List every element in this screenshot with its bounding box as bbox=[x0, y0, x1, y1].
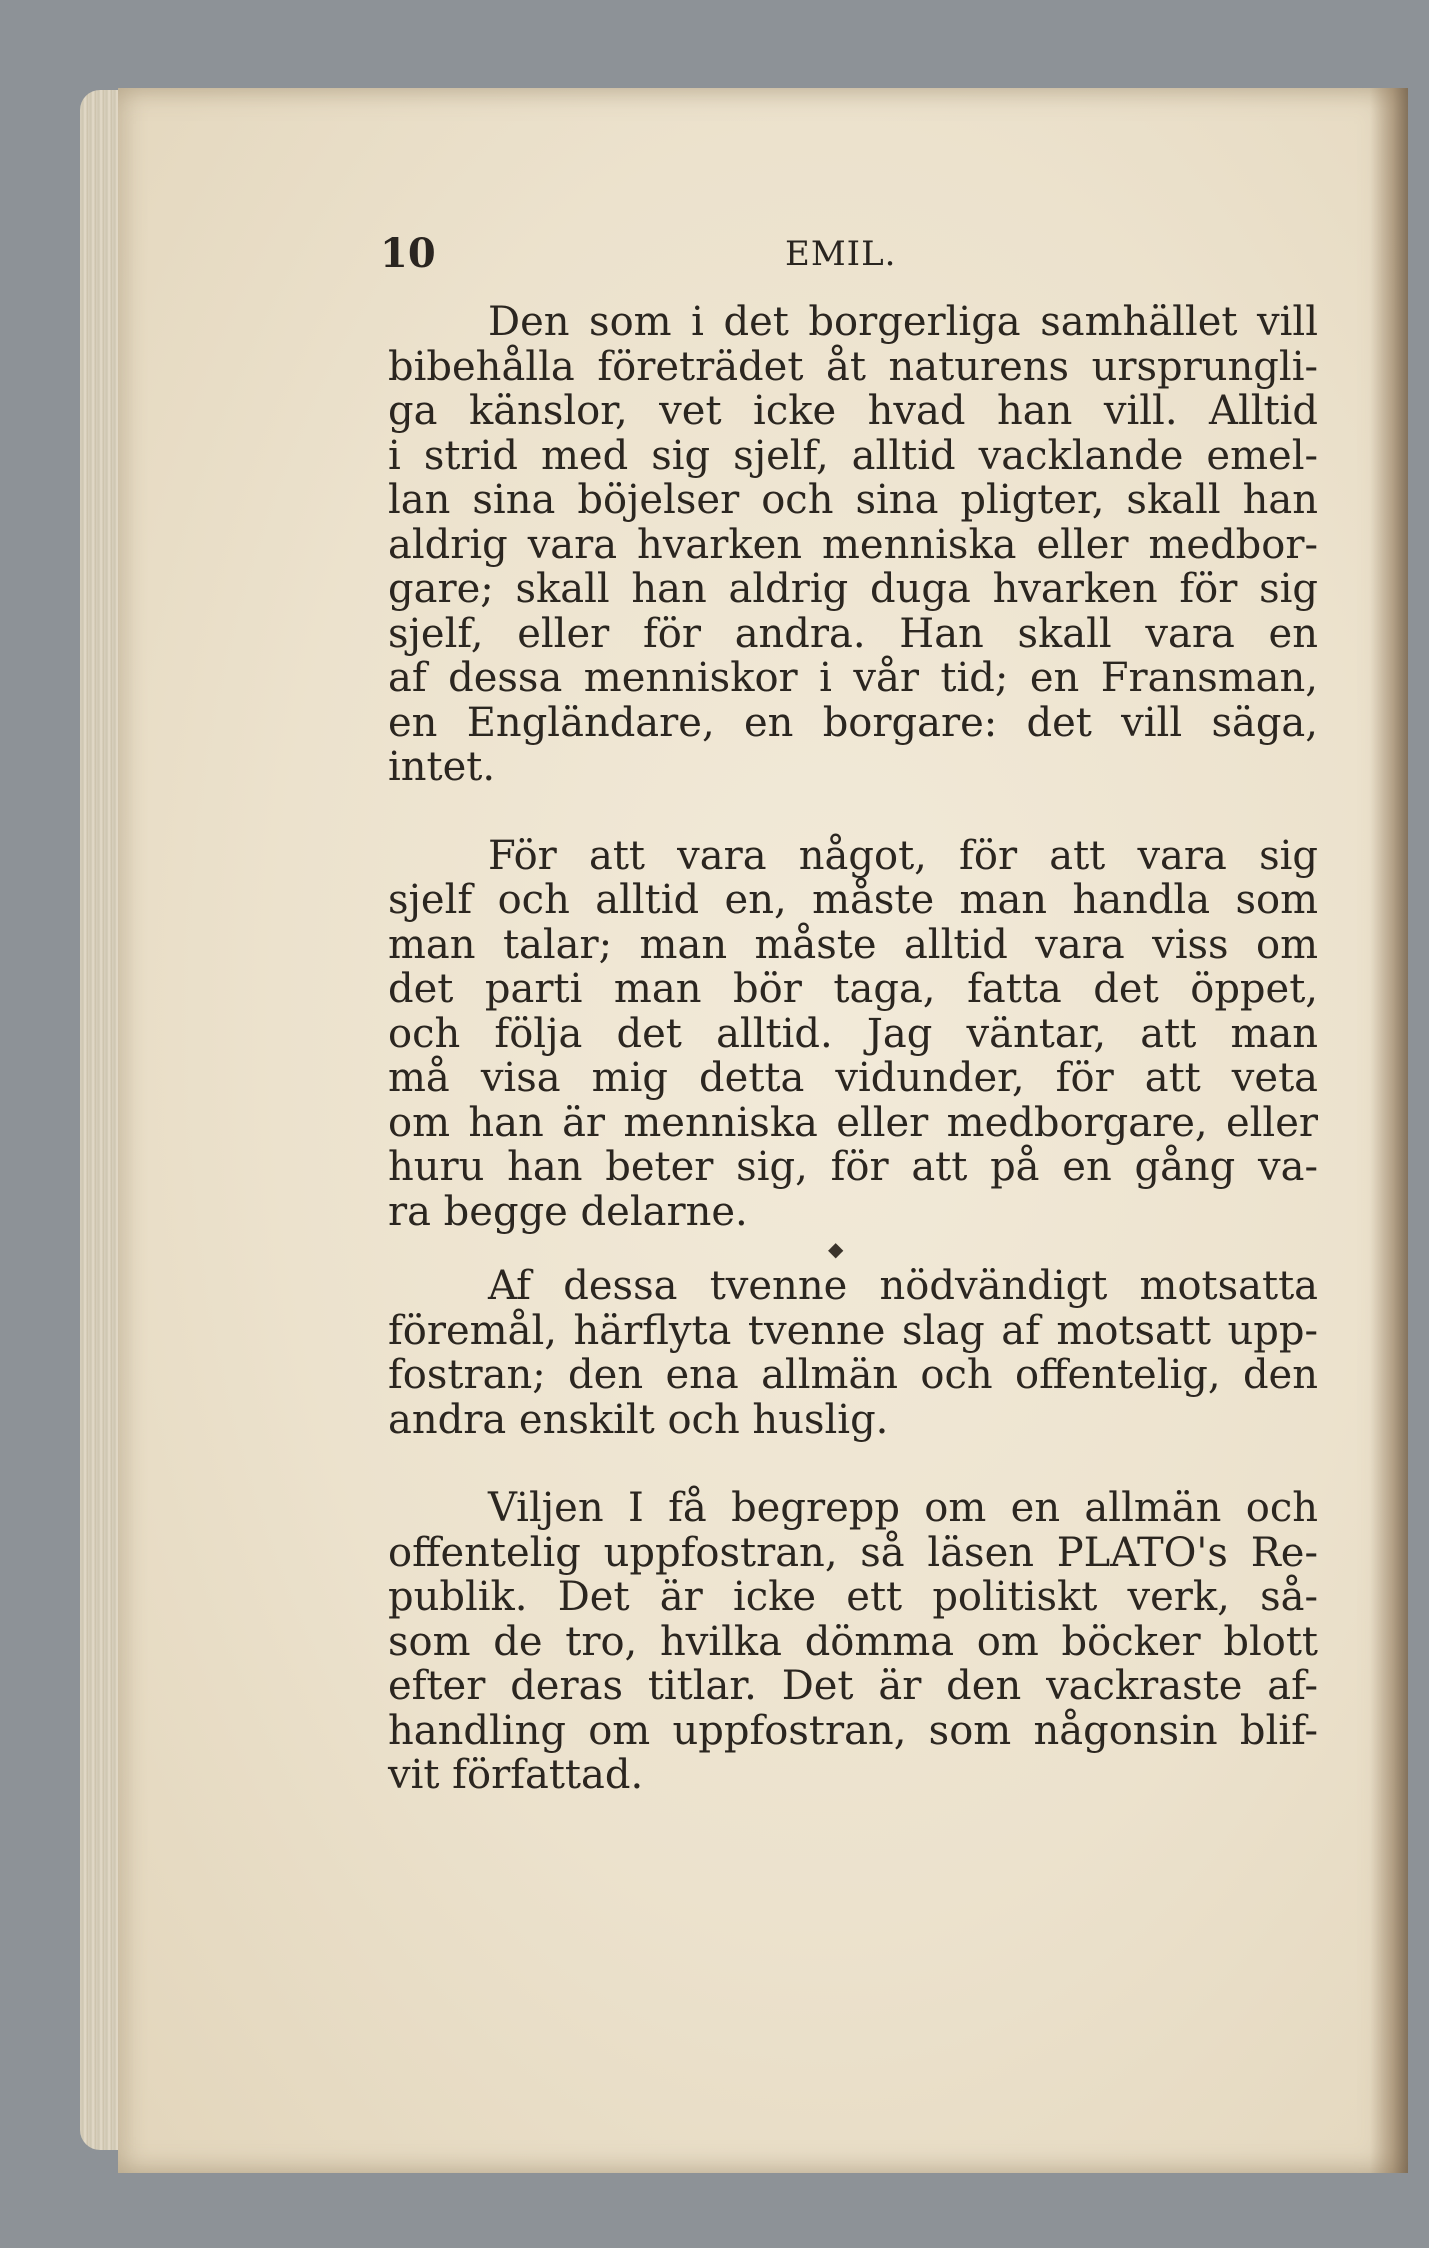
text-line: Viljen I få begrepp om en allmän och bbox=[488, 1485, 1318, 1531]
text-line: man talar; man måste alltid vara viss om bbox=[388, 921, 1318, 968]
ornament-mark: ◆ bbox=[828, 1237, 844, 1261]
text-line: Den som i det borgerliga samhället vill bbox=[488, 299, 1318, 345]
text-line: lan sina böjelser och sina pligter, skall han bbox=[388, 477, 1318, 523]
text-line: För att vara något, för att vara sig bbox=[488, 832, 1318, 879]
text-line: sjelf och alltid en, måste man handla som bbox=[388, 877, 1318, 923]
text-line: bibehålla företrädet åt naturens ursprungli- bbox=[388, 343, 1318, 390]
text-line: vit författad. bbox=[388, 1752, 644, 1798]
text-line: gare; skall han aldrig duga hvarken för sig bbox=[388, 566, 1318, 612]
text-line: publik. Det är icke ett politiskt verk, så- bbox=[388, 1574, 1318, 1620]
text-line: ra begge delarne. bbox=[388, 1188, 748, 1235]
paragraph-3 bbox=[388, 1264, 1318, 1442]
text-line: om han är menniska eller medborgare, eller bbox=[388, 1099, 1318, 1146]
paragraph-2 bbox=[388, 834, 1318, 1235]
text-line: ga känslor, vet icke hvad han vill. Alltid bbox=[388, 388, 1318, 434]
text-line: andra enskilt och huslig. bbox=[388, 1396, 889, 1443]
text-line: intet. bbox=[388, 744, 496, 790]
running-head bbox=[380, 230, 1240, 290]
page-gutter-shadow bbox=[1370, 88, 1408, 2173]
text-line: och följa det alltid. Jag väntar, att man bbox=[388, 1010, 1318, 1057]
text-line: efter deras titlar. Det är den vackraste af- bbox=[388, 1663, 1318, 1709]
text-line: fostran; den ena allmän och offentelig, den bbox=[388, 1352, 1318, 1398]
text-line: må visa mig detta vidunder, för att veta bbox=[388, 1055, 1318, 1101]
paragraph-4 bbox=[388, 1486, 1318, 1798]
text-line: aldrig vara hvarken menniska eller medbor- bbox=[388, 521, 1318, 568]
text-line: som de tro, hvilka dömma om böcker blott bbox=[388, 1618, 1318, 1665]
text-line: huru han beter sig, för att på en gång va- bbox=[388, 1144, 1318, 1190]
text-line: offentelig uppfostran, så läsen PLATO's Re- bbox=[388, 1529, 1318, 1576]
page-number: 10 bbox=[380, 230, 436, 277]
text-line: sjelf, eller för andra. Han skall vara en bbox=[388, 610, 1318, 657]
text-line: af dessa menniskor i vår tid; en Fransman, bbox=[388, 655, 1318, 701]
paragraph-1 bbox=[388, 300, 1318, 790]
text-line: föremål, härflyta tvenne slag af motsatt upp- bbox=[388, 1307, 1318, 1354]
text-line: i strid med sig sjelf, alltid vacklande emel- bbox=[388, 432, 1318, 479]
text-line: en Engländare, en borgare: det vill säga, bbox=[388, 699, 1318, 746]
text-line: handling om uppfostran, som någonsin blif- bbox=[388, 1707, 1318, 1754]
text-line: det parti man bör taga, fatta det öppet, bbox=[388, 966, 1318, 1012]
text-line: Af dessa tvenne nödvändigt motsatta bbox=[488, 1263, 1318, 1309]
body-text bbox=[388, 300, 1318, 1798]
running-title: EMIL. bbox=[785, 234, 897, 274]
